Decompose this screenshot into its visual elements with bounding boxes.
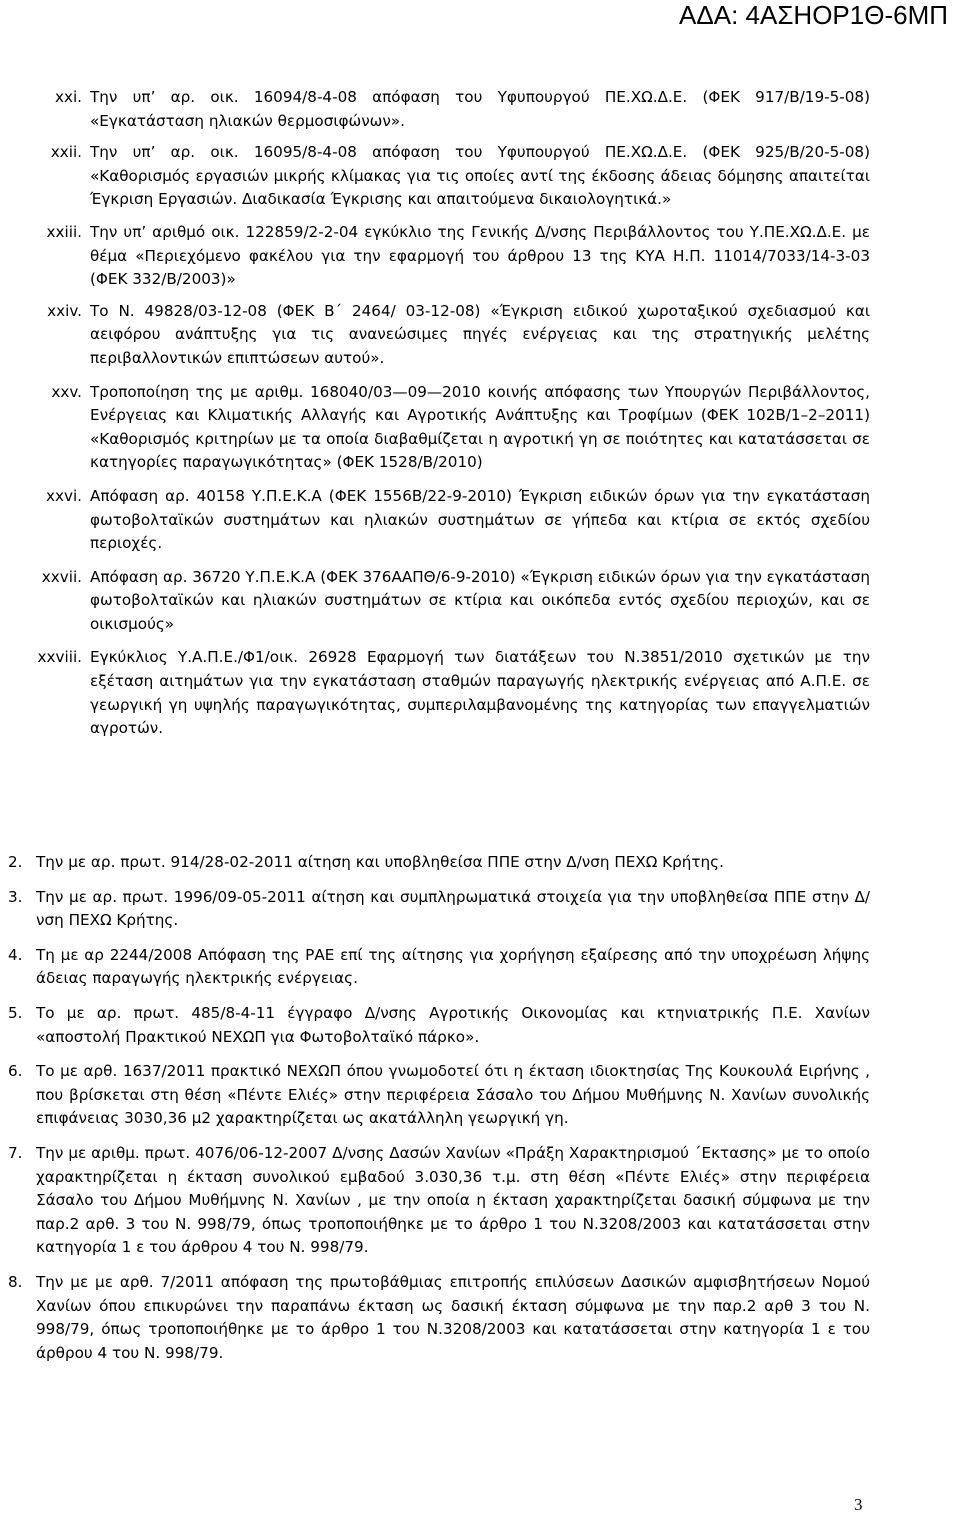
item-number: xxvi. [45, 486, 82, 505]
list-item [0, 485, 960, 556]
item-number: xxii. [50, 143, 82, 162]
list-item [0, 944, 960, 991]
item-text: Την υπ’ αρ. οικ. 16094/8-4-08 απόφαση του Υφυπουργού ΠΕ.ΧΩ.Δ.Ε. (ΦΕΚ 917/Β/19-5-08) «Εγκατάσταση ηλιακών θερμοσιφώνων». [90, 88, 870, 130]
list-item [0, 1142, 960, 1260]
item-text: Την με με αρθ. 7/2011 απόφαση της πρωτοβάθμιας επιτροπής επιλύσεων Δασικών αμφισβητήσεων Νομού Χανίων όπου επικυρώνει την παραπάνω έκταση ως δασική έκταση σύμφωνα με την παρ.2 αρθ 3 του Ν. 998/79, όπως τροποποιήθηκε με το άρθρο 1 του Ν.3208/2003 και κατατάσσεται στην κατηγορία 1 ε του άρθρου 4 του Ν. 998/79. [36, 1272, 870, 1362]
list-item [0, 1060, 960, 1131]
item-number: xxiv. [47, 301, 82, 320]
item-text: Το με αρθ. 1637/2011 πρακτικό ΝΕΧΩΠ όπου γνωμοδοτεί ότι η έκταση ιδιοκτησίας Της Κουκουλά Ειρήνης , που βρίσκεται στη θέση «Πέντε Ελιές» στην περιφέρεια Σάσαλο του Δήμου Μυθήμνης Ν. Χανίων συνολικής επιφάνειας 3030,36 μ2 χαρακτηρίζεται ως ακατάλληλη γεωργική γη. [36, 1062, 870, 1128]
item-number: 2. [8, 853, 23, 871]
item-text: Την υπ’ αρ. οικ. 16095/8-4-08 απόφαση του Υφυπουργού ΠΕ.ΧΩ.Δ.Ε. (ΦΕΚ 925/Β/20-5-08) «Καθορισμός εργασιών μικρής κλίμακας για τις οποίες αντί της έκδοσης άδειας δόμησης απαιτείται Έγκριση Εργασιών. Διαδικασία Έγκρισης και απαιτούμενα δικαιολογητικά.» [90, 143, 870, 209]
item-number: xxiii. [46, 222, 82, 241]
item-number: 6. [8, 1062, 23, 1081]
numbered-list [0, 851, 960, 1365]
list-item [0, 221, 960, 292]
item-text: Την με αριθμ. πρωτ. 4076/06-12-2007 Δ/νσης Δασών Χανίων «Πράξη Χαρακτηρισμού ΄Εκτασης» με το οποίο χαρακτηρίζεται η έκταση συνολικού εμβαδού 3.030,36 τ.μ. στη θέση «Πέντε Ελιές» στην περιφέρεια Σάσαλο του Δήμου Μυθήμνης Ν. Χανίων , με την οποία η έκταση χαρακτηρίζεται δασική σύμφωνα με την παρ.2 αρθ. 3 του Ν. 998/79, όπως τροποποιήθηκε με το άρθρο 1 του Ν.3208/2003 και κατατάσσεται στην κατηγορία 1 ε του άρθρου 4 του Ν. 998/79. [36, 1143, 870, 1257]
item-number: 7. [8, 1143, 23, 1162]
item-text: Την με αρ. πρωτ. 914/28-02-2011 αίτηση και υποβληθείσα ΠΠΕ στην Δ/νση ΠΕΧΩ Κρήτης. [36, 853, 724, 871]
item-text: Το Ν. 49828/03-12-08 (ΦΕΚ Β΄ 2464/ 03-12-08) «Έγκριση ειδικού χωροταξικού σχεδιασμού και αειφόρου ανάπτυξης για τις ανανεώσιμες πηγές ενέργειας και της στρατηγικής μελέτης περιβαλλοντικών επιπτώσεων αυτού». [90, 301, 870, 367]
roman-numeral-list [0, 86, 960, 741]
ada-header: ΑΔΑ: 4ΑΣΗΟΡ1Θ-6ΜΠ [679, 0, 948, 30]
item-text: Την με αρ. πρωτ. 1996/09-05-2011 αίτηση και συμπληρωματικά στοιχεία για την υποβληθείσα ΠΠΕ στην Δ/νση ΠΕΧΩ Κρήτης. [36, 887, 870, 930]
item-text: Το με αρ. πρωτ. 485/8-4-11 έγγραφο Δ/νσης Αγροτικής Οικονομίας και κτηνιατρικής Π.Ε. Χανίων «αποστολή Πρακτικού ΝΕΧΩΠ για Φωτοβολταϊκό πάρκο». [36, 1003, 870, 1046]
list-item [0, 141, 960, 212]
list-item [0, 886, 960, 933]
item-number: xxvii. [41, 567, 82, 586]
item-number: 4. [8, 945, 23, 964]
list-item [0, 1271, 960, 1365]
list-item [0, 851, 960, 875]
item-text: Την υπ’ αριθμό οικ. 122859/2-2-04 εγκύκλιο της Γενικής Δ/νσης Περιβάλλοντος του Υ.ΠΕ.ΧΩ.Δ.Ε. με θέμα «Περιεχόμενο φακέλου για την εφαρμογή του άρθρου 13 της ΚΥΑ Η.Π. 11014/7033/14-3-03 (ΦΕΚ 332/Β/2003)» [90, 222, 870, 289]
item-number: xxv. [51, 382, 82, 401]
item-number: 3. [8, 887, 23, 906]
item-text: Τη με αρ 2244/2008 Απόφαση της ΡΑΕ επί της αίτησης για χορήγηση εξαίρεσης από την υποχρέωση λήψης άδειας παραγωγής ηλεκτρικής ενέργειας. [36, 945, 870, 988]
item-number: xxviii. [37, 648, 82, 667]
page-number: 3 [854, 1495, 863, 1514]
list-item [0, 1002, 960, 1049]
list-item [0, 300, 960, 371]
item-text: Απόφαση αρ. 40158 Υ.Π.Ε.Κ.Α (ΦΕΚ 1556Β/22-9-2010) Έγκριση ειδικών όρων για την εγκατάσταση φωτοβολταϊκών συστημάτων και ηλιακών συστημάτων σε γήπεδα και κτίρια σε εκτός σχεδίου περιοχές. [90, 486, 870, 553]
list-item [0, 86, 960, 133]
item-text: Εγκύκλιος Υ.Α.Π.Ε./Φ1/οικ. 26928 Εφαρμογή των διατάξεων του Ν.3851/2010 σχετικών με την εξέταση αιτημάτων για την εγκατάσταση σταθμών παραγωγής ηλεκτρικής ενέργειας από Α.Π.Ε. σε γεωργική γη υψηλής παραγωγικότητας, συμπεριλαμβανομένης της κατηγορίας των επαγγελματιών αγροτών. [90, 648, 870, 738]
item-text: Απόφαση αρ. 36720 Υ.Π.Ε.Κ.Α (ΦΕΚ 376ΑΑΠΘ/6-9-2010) «Έγκριση ειδικών όρων για την εγκατάσταση φωτοβολταϊκών και ηλιακών συστημάτων σε κτίρια και οικόπεδα εντός σχεδίου περιοχών, και σε οικισμούς» [90, 567, 870, 633]
item-number: 8. [8, 1272, 23, 1291]
list-item [0, 381, 960, 475]
list-item [0, 646, 960, 740]
item-number: 5. [8, 1003, 23, 1022]
list-item [0, 566, 960, 637]
item-number: xxi. [54, 88, 82, 106]
item-text: Τροποποίηση της με αριθμ. 168040/03—09—2010 κοινής απόφασης των Υπουργών Περιβάλλοντος, Ενέργειας και Κλιματικής Αλλαγής και Αγροτικής Ανάπτυξης και Τροφίμων (ΦΕΚ 102Β/1–2–2011) «Καθορισμός κριτηρίων με τα οποία διαβαθμίζεται η αγροτική γη σε ποιότητες και κατατάσσεται σε κατηγορίες παραγωγικότητας» (ΦΕΚ 1528/Β/2010) [90, 382, 870, 472]
